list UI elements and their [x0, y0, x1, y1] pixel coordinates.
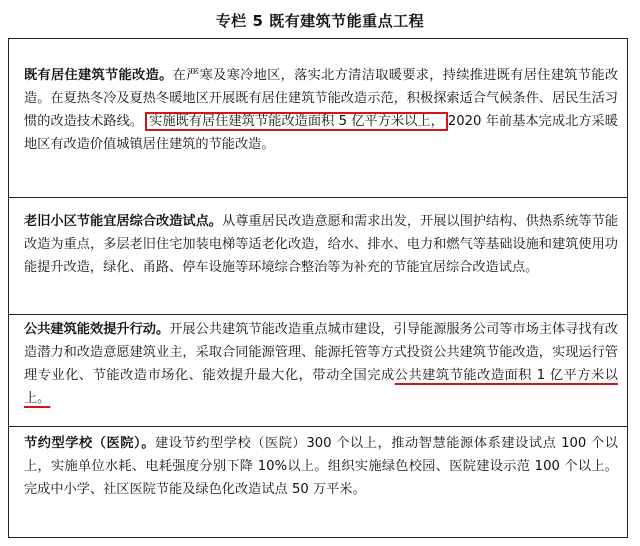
section-text: 在严寒及寒冷地区，落实北方清洁取暖要求，持续推进既有居住建筑节能改造。在夏热冬冷及夏热冬暖地区开展既有居住建筑节能改造示范，积极探索适合气候条件、居民生活习惯的改造技术路线。	[24, 68, 619, 129]
section-lead: 老旧小区节能宜居综合改造试点。	[24, 214, 223, 229]
section-text: 2020 年前基本完成北方采暖地区有改造价值城镇居住建筑的节能改造。	[24, 114, 618, 152]
section-old-community	[8, 210, 628, 279]
section-existing-residential	[8, 64, 628, 156]
section-text: 从尊重居民改造意愿和需求出发，开展以围护结构、供热系统等节能改造为重点，多层老旧住宅加装电梯等适老化改造，给水、排水、电力和燃气等基础设施和建筑使用功能提升改造，绿化、甬路、停车设施等环境综合整治等为补充的节能宜居综合改造试点。	[24, 214, 619, 275]
page-title: 专栏 5 既有建筑节能重点工程	[215, 12, 425, 30]
section-lead: 节约型学校（医院）。	[24, 436, 155, 451]
highlight-boxed-text: 实施既有居住建筑节能改造面积 5 亿平方米以上，	[145, 112, 448, 131]
section-divider	[8, 197, 628, 198]
section-divider	[8, 314, 628, 315]
section-text: 建设节约型学校（医院）300 个以上，推动智慧能源体系建设试点 100 个以上，实施单位水耗、电耗强度分别下降 10%以上。组织实施绿色校园、医院建设示范 100 个以上。完成中小学、社区医院节能及绿色化改造试点 50 万平米。	[24, 436, 618, 497]
section-text: 开展公共建筑节能改造重点城市建设，引导能源服务公司等市场主体寻找有改造潜力和改造意愿建筑业主，采取合同能源管理、能源托管等方式投资公共建筑节能改造，实现运行管理专业化、节能改造市场化、能效提升最大化，带动全国完成	[24, 322, 618, 383]
section-school-hospital	[8, 432, 628, 501]
section-public-building	[8, 318, 628, 410]
section-lead: 既有居住建筑节能改造。	[24, 68, 173, 83]
section-lead: 公共建筑能效提升行动。	[24, 322, 170, 337]
highlight-underlined-text: 公共建筑节能改造面积 1 亿平方米以上。	[24, 368, 618, 406]
section-divider	[8, 426, 628, 427]
